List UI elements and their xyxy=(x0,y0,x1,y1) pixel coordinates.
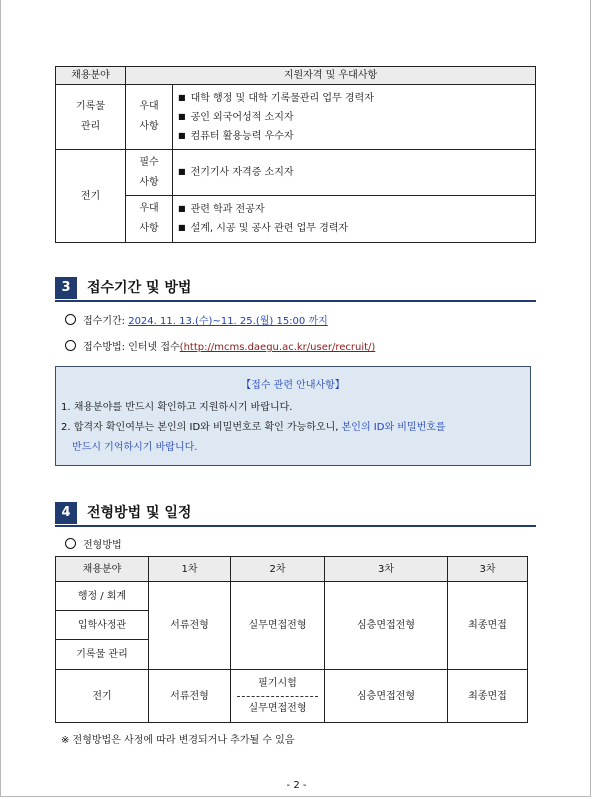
field-cell: 기록물 관리 xyxy=(56,640,149,670)
field-cell: 전기 xyxy=(56,150,126,243)
field-cell: 기록물 관리 xyxy=(56,85,126,150)
recruit-link[interactable]: (http://mcms.daegu.ac.kr/user/recruit/) xyxy=(179,342,376,353)
table-header-row xyxy=(56,557,528,582)
list-item: ■ 컴퓨터 활용능력 우수자 xyxy=(178,127,535,146)
notice-box xyxy=(55,366,531,466)
list-item: ■ 대학 행정 및 대학 기록물관리 업무 경력자 xyxy=(178,89,535,108)
field-cell: 전기 xyxy=(56,670,149,723)
method-label: 접수방법: 인터넷 접수 xyxy=(83,342,180,353)
list-item: ■ 전기기사 자격증 소지자 xyxy=(178,163,535,182)
qualification-table xyxy=(55,66,536,243)
table-header-row xyxy=(56,67,536,85)
table-row xyxy=(56,582,528,611)
notice-line-1: 1. 채용분야를 반드시 확인하고 지원하시기 바랍니다. xyxy=(61,402,293,413)
section-number: 3 xyxy=(55,277,77,299)
period-value: 2024. 11. 13.(수)~11. 25.(월) 15:00 까지 xyxy=(128,316,328,327)
method-line xyxy=(65,340,375,355)
circle-bullet-icon xyxy=(65,538,76,549)
stage-cell-split xyxy=(231,670,325,723)
stage-cell: 심층면접전형 xyxy=(325,582,448,670)
stage-cell: 심층면접전형 xyxy=(325,670,448,723)
list-item: ■ 관련 학과 전공자 xyxy=(178,200,535,219)
table-row xyxy=(56,670,528,723)
notice-title: 【접수 관련 안내사항】 xyxy=(241,380,345,391)
page-number: - 2 - xyxy=(286,780,307,791)
items-cell xyxy=(173,150,536,196)
table-row xyxy=(56,150,536,196)
field-cell: 입학사정관 xyxy=(56,611,149,640)
section-rule xyxy=(55,300,536,302)
selection-method-subheading: 전형방법 xyxy=(65,538,122,553)
section-title: 전형방법 및 일정 xyxy=(87,505,192,521)
list-item: ■ 공인 외국어성적 소지자 xyxy=(178,108,535,127)
list-item: ■ 설계, 시공 및 공사 관련 업무 경력자 xyxy=(178,219,535,238)
section-number: 4 xyxy=(55,502,77,524)
stage-cell: 최종면접 xyxy=(448,582,528,670)
header-cell: 채용분야 xyxy=(56,557,149,582)
header-cell: 3차 xyxy=(325,557,448,582)
footnote: ※ 전형방법은 사정에 따라 변경되거나 추가될 수 있음 xyxy=(61,735,295,746)
table-row xyxy=(56,85,536,150)
stage-cell: 최종면접 xyxy=(448,670,528,723)
header-cell: 2차 xyxy=(231,557,325,582)
header-cell: 3차 xyxy=(448,557,528,582)
header-field: 채용분야 xyxy=(56,67,126,85)
type-cell: 필수 사항 xyxy=(126,150,173,196)
period-label: 접수기간: xyxy=(83,316,129,327)
field-cell: 행정 / 회계 xyxy=(56,582,149,611)
stage-cell: 실무면접전형 xyxy=(231,582,325,670)
header-quals: 지원자격 및 우대사항 xyxy=(126,67,536,85)
table-row xyxy=(56,196,536,243)
stage-cell: 서류전형 xyxy=(149,582,231,670)
stage-written-test: 필기시험 xyxy=(258,677,297,689)
circle-bullet-icon xyxy=(65,314,76,325)
period-line xyxy=(65,314,328,329)
stage-practical-interview: 실무면접전형 xyxy=(248,702,307,714)
items-cell xyxy=(173,85,536,150)
notice-line-2: 2. 합격자 확인여부는 본인의 ID와 비밀번호로 확인 가능하오니, 본인의 ID와 비밀번호를 xyxy=(61,422,446,433)
selection-schedule-table xyxy=(55,556,528,723)
type-cell: 우대 사항 xyxy=(126,196,173,243)
stage-cell: 서류전형 xyxy=(149,670,231,723)
header-cell: 1차 xyxy=(149,557,231,582)
circle-bullet-icon xyxy=(65,340,76,351)
notice-line-3: 반드시 기억하시기 바랍니다. xyxy=(72,442,198,453)
items-cell xyxy=(173,196,536,243)
section-rule xyxy=(55,525,536,527)
section-title: 접수기간 및 방법 xyxy=(87,280,192,296)
type-cell: 우대 사항 xyxy=(126,85,173,150)
